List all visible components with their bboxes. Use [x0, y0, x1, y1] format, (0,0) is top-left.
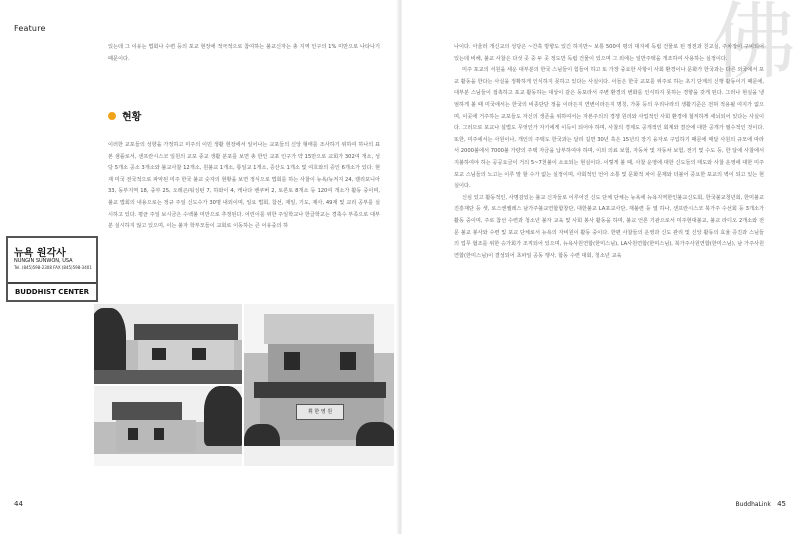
right-paragraph-1: 나이다. 아울러 개신교의 성당은 ~간혹 방향도 있긴 하지만~ 보통 500여 평의 대지에 독립 건물로 된 정전과 친교실, 주차장이 구비되어 있는데 비해, 불교 사찰은 다섯 곳 중 두 곳 정도만 독립 건물이 있으며 그 외에는 일반주택을 개조하여 사용하는 실정이다.	[454, 44, 764, 62]
temple-sign-photo	[6, 236, 98, 302]
left-page-number: 44	[14, 500, 23, 508]
right-text-column	[454, 42, 764, 262]
right-paragraph-3: 신심 있고 활동적인, 사명감있는 불교 신자들로 이루어진 신도 단체 단체는 뉴욕에 뉴욕지역한인불교신도회, 한국불교청년회, 한미불교진흥재단 등 셋, 로스앤젤레스 남가주불교연합합창단, 대한불교 LA포교사단, 재불련 등 열 하나, 샌프란시스코 북가주 수선회 등 3개소가 활동 중이며, 주로 참선 수련과 청소년 불자 교육 및 사회 봉사 활동을 하며, 불교 언론 기관으로서 미주현대불교, 불교 라디오 2개소와 전문 불교 봉사와 수련 및 포교 단체로서 뉴욕의 자비원이 활동 중이다. 한편 사찰들의 운영과 신도 관리 및 신앙 활동의 효율 증진과 스님들의 업무 협조를 위한 승가회가 조직되어 있으며, 뉴욕사원연합(한미스님), LA사원연합(한미스님), 북가주사원연합(한미스님), 남 가주사원연합(한미스님)이 결성되어 초파일 공동 행사, 합동 수련 대회, 청소년 교육	[454, 194, 764, 259]
left-page	[0, 0, 398, 534]
bullet-dot-icon	[108, 112, 116, 120]
right-page-number: 45	[777, 500, 786, 508]
right-paragraph-2: 미주 포교의 서원을 세운 대부분의 한국 스님들이 힘들어 하고 또 가장 중요한 사항이 사회 환경이나 문화가 한국과는 다른 외국에서 포교 활동을 한다는 사실을 정확하게 인식하지 못하고 있다는 사실이다. 이들은 한국 교포를 위주로 하는 초기 단계의 신행 활동이기 때문에, 대부분 스님들이 접촉하고 포교 활동하는 대상이 같은 동포라서 주변 환경의 변화를 인식하지 못하는 경향을 갖게 된다. 그러나 현실을 냉엄하게 볼 때 미국에서는 한국의 비종단단 정을 이라든지 연변이라든지 명칭, 가풍 등의 우리나라의 생활기준은 전혀 적용될 여지가 없으며, 이곳에 거주하는 교포들도 자신의 생존을 위하여서는 자본주의의 경쟁 원리와 사업적인 사회 환경에 철저하게 세뇌되어 있다는 사실이다. 그러므로 포교나 설법도 무엇인가 자기에게 이득이 되어야 하며, 사찰의 경제도 공개적인 회계와 결산에 대한 공개가 필수적인 것이다. 또한, 미주에서는 사원이나, 개인의 주택도 한국과는 달리 길면 30년 혹은 15년의 장기 융자로 구입하기 때문에 매달 사원의 규모에 따라서 2000불에서 7000불 가량의 주택 자금을 납부하여야 하며, 이외 의료 보험, 자동차 및 자동차 보험, 전기 및 수도 등, 한 달에 사찰에서 지불하여야 하는 공공요금이 거의 5~7천불이 소요되는 현실이다. 이렇게 볼 때, 사찰 운영에 대한 신도들의 태도와 사찰 운영에 대한 미주 포교 스님들의 노고는 이루 말 할 수가 없는 실정이며, 사회적인 언어 소통 및 문화적 차이 문제와 더불어 중요한 포교의 벽이 되고 있는 현실이다.	[454, 67, 764, 190]
sign-korean-name: 뉴욕 원각사	[14, 248, 66, 259]
house-photo-2	[94, 386, 242, 466]
feature-label: Feature	[14, 24, 46, 33]
section-title: 현황	[122, 112, 142, 123]
right-footer	[736, 500, 786, 508]
right-page	[402, 0, 800, 534]
footer-brand: BuddhaLink	[735, 501, 771, 508]
inset-temple-sign: 휘 한 영 원	[296, 404, 344, 420]
section-heading	[108, 108, 141, 123]
sign-buddhist-center: BUDDHIST CENTER	[8, 282, 96, 300]
left-main-paragraph: 이러한 교포들의 성향을 가정하고 미주의 이민 생활 현장에서 일어나는 교포들의 신앙 형태를 조사하기 위하여 하나의 표본 샘플로서, 샌프란시스코 일원의 교포 종교 생활 분포를 보면 총 한인 교포 인구가 약 15만으로 교회가 302여 개소, 성당 5개소 공소 3개소와 불교사찰 12개소, 원불교 1개소, 통일교 1개소, 증산도 1개소 및 여호와의 증인 6개소가 있다. 현재 미국 전국적으로 파악된 미주 한국 불교 숫자의 현황을 보면 정식으로 법회를 하는 사찰이 뉴욕/뉴저지 24, 캘리포니아 33, 동부지역 18, 중부 25, 오레곤/워싱턴 7, 하와이 4, 캐나다 밴쿠버 2, 토론토 8개소 등 120여 개소가 활동 중이며, 불교 법회의 내용으로는 정규 주일 신도수가 30명 내외이며, 일요 법회, 참선, 재일, 기도, 제사, 49재 및 교리 공부를 실시하고 있다. 평균 주일 보시금은 수백불 미만으로 추정된다. 어린이를 위한 주일학교나 한글학교는 경축수 부족으로 대부분 실시하지 않고 있으며, 이는 불자 학부모들이 교회로 이동하는 큰 이유중의 하	[108, 142, 380, 230]
left-top-paragraph: 있는데 그 이유는 법회나 수련 등의 포교 현장에 적극적으로 참여하는 불교신자는 총 지역 인구의 1% 미만으로 나타나기 때문이다.	[108, 44, 380, 62]
buddha-character-watermark: 佛	[711, 0, 796, 91]
house-photo-large	[244, 304, 394, 466]
sign-english-name: NUNGIN SUNWON, USA	[14, 258, 73, 264]
sign-phone: Tel. (845)598-2308 FAX (845)598-3401	[14, 265, 92, 270]
house-photo-1	[94, 304, 242, 384]
